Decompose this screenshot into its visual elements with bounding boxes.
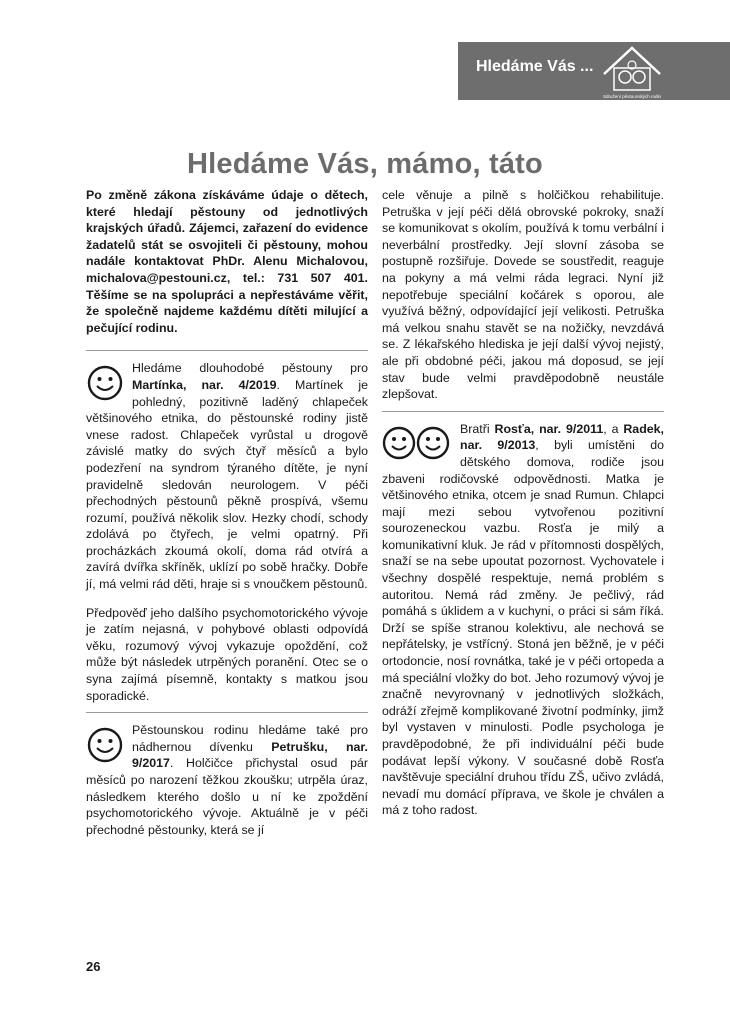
text-run: Bratři [460, 421, 495, 436]
child-face-icon [86, 364, 124, 402]
child-name: Martínka, nar. 4/2019 [132, 377, 277, 392]
child-name: Radek, nar. 9/2013 [460, 421, 664, 453]
two-faces-icon [382, 425, 452, 461]
left-column [86, 187, 368, 838]
martin-paragraph-2: Předpověď jeho dalšího psychomotorického vývoje je zatím nejasná, v pohybové oblasti odpovídá věku, rozumový vývoj vykazuje opoždění, což může být následek utrpěných poranění. Otec se o syna zajímá písemně, kontakty s matkou jsou sporadické. [86, 605, 368, 703]
child-face-icon [86, 726, 124, 764]
text-run: . Martínek je pohledný, pozitivně laděný chlapeček většinového etnika, do pěstounské rodiny jistě vnese radost. Chlapeček vyrůstal u drogově závislé matky do svých čtyř měsíců a bylo podezření na syndrom týraného dítěte, je nyní pravidelně sledován neurologem. V péči přechodných pěstounů pěkně prospívá, všemu rozumí, používá několik slov. Hezky chodí, schody zdolává po čtyřech, je velmi opatrný. Při procházkách zkoumá okolí, doma rád otvírá a zavírá dvířka skříněk, uklízí po sobě hračky. Dobře jí, má velmi rád děti, hraje si s vnoučkem pěstounů. [86, 377, 368, 592]
martin-paragraph-1 [86, 360, 368, 592]
text-run: Pěstounskou rodinu hledáme také pro nádhernou dívenku [132, 723, 368, 754]
logo-text: Sdružení pěstounských rodin [602, 94, 662, 99]
article-title: Hledáme Vás, mámo, táto [187, 148, 543, 180]
petruska-paragraph-continued: cele věnuje a pilně s holčičkou rehabilituje. Petruška v její péči dělá obrovské pokroky, snaží se komunikovat s okolím, používá k tomu verbální i neverbální prostředky. Její slovní zásoba se postupně rozšiřuje. Dovede se soustředit, reaguje na pokyny a má velmi ráda legraci. Nyní již nepotřebuje speciální kočárek s oporou, ale využívá běžný, odpovídající její velikosti. Petruška má velkou snahu stavět se na nožičky, nevzdává se. Z lékařského hlediska je její další vývoj nejistý, ale při obdobné péči, jakou má doposud, se její stav bude velmi pravděpodobně neustále zlepšovat. [382, 188, 664, 402]
foster-families-logo [600, 44, 664, 100]
petruska-paragraph [86, 722, 368, 838]
right-column [382, 187, 664, 819]
text-run: , a [603, 421, 624, 436]
text-run: . Holčičce přichystal osud pár měsíců po narození těžkou zkoušku; utrpěla úraz, následkem kterého došlo u ní ke zpoždění psychomotorického vývoje. Aktuálně je v péči přechodné pěstounky, která se jí [86, 756, 368, 837]
divider [382, 411, 664, 412]
divider [86, 350, 368, 351]
divider [86, 712, 368, 713]
text-run: Hledáme dlouhodobé pěstouny pro [132, 361, 368, 376]
child-name: Rosťa, nar. 9/2011 [494, 421, 604, 436]
page-number: 26 [86, 959, 101, 974]
text-run: , byli umístěni do dětského domova, rodiče jsou zbaveni rodičovské odpovědnosti. Matka je většinového etnika, otcem je snad Rumun. Chlapci mají mezi sebou vytvořenou pozitivní sourozeneckou vazbu. Rosťa je milý a komunikativní kluk. Je rád v přítomnosti dospělých, snaží se na sebe upoutat pozornost. Vychovatele i všechny dospělé respektuje, nemá problém s autoritou. Nemá rád změny. Je pečlivý, rád pomáhá s úklidem a v kuchyni, o práci si sám říká. Drží se spíše stranou kolektivu, ale nechová se nepřátelsky, je vstřícný. Stoná jen běžně, je v péči ortodoncie, nosí rovnátka, také je v péči ortopeda a má speciální vložky do bot. Jeho rozumový vývoj je značně nevyrovnaný v jednotlivých složkách, odráží zřejmě komplikované životní podmínky, jimž byl vystaven v minulosti. Podle psychologa je pravděpodobné, že při individuální péči bude podávat lepší výkony. V současné době Rosťa navštěvuje speciální druhou třídu ZŠ, učivo zvládá, nevadí mu domácí příprava, ve škole je chválen a má z toho radost. [382, 438, 664, 818]
brothers-paragraph [382, 421, 664, 819]
child-name: Petrušku, nar. 9/2017 [132, 739, 369, 771]
intro-paragraph: Po změně zákona získáváme údaje o dětech, které hledají pěstouny od jednotlivých krajských úřadů. Zájemci, zařazení do evidence žadatelů stát se osvojiteli či pěstouny, mohou nadále kontaktovat PhDr. Alenu Michalovou, michalova@pestouni.cz, tel.: 731 507 401. Těšíme se na spolupráci a nepřestáváme věřit, že společně najdeme každému dítěti milující a pečující rodinu. [86, 188, 368, 335]
header-tab-label: Hledáme Vás ... [476, 58, 594, 75]
